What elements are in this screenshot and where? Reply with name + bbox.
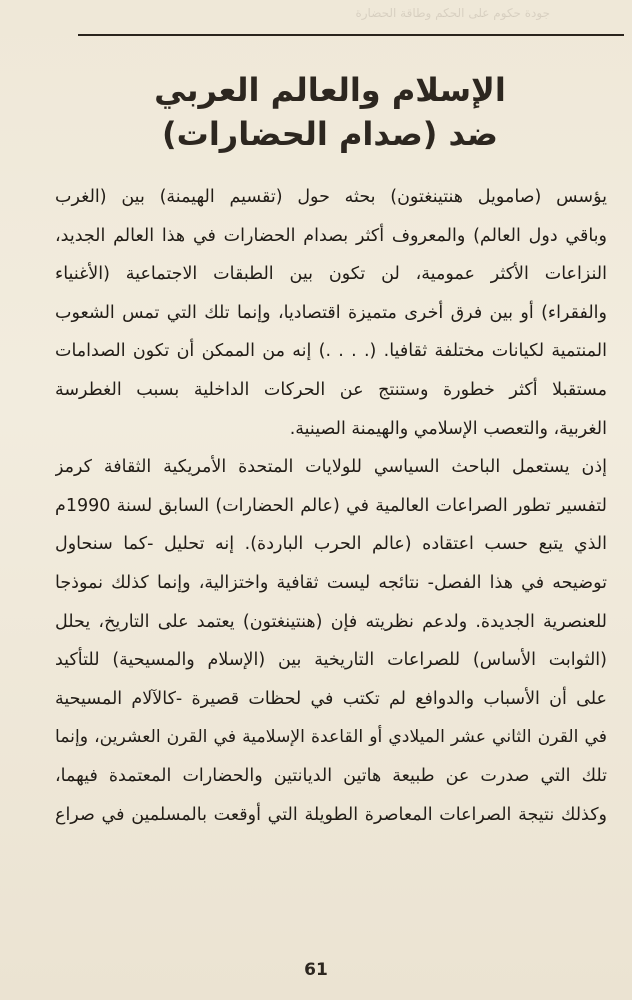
body-line: المنتمية لكيانات مختلفة ثقافيا. (. . . .) إنه من الممكن أن تكون الصدامات xyxy=(55,341,607,362)
body-line: على أن الأسباب والدوافع لم تكتب في لحظات قصيرة -كالآلام المسيحية xyxy=(55,688,607,709)
body-line: النزاعات الأكثر عمومية، لن تكون بين الطبقات الاجتماعية (الأغنياء xyxy=(55,264,607,285)
body-line: والفقراء) أو بين فرق أخرى متميزة اقتصاديا، وإنما تلك التي تمس الشعوب xyxy=(55,302,607,323)
body-line: (الثوابت الأساس) للصراعات التاريخية بين (الإسلام والمسيحية) للتأكيد xyxy=(55,650,607,671)
body-text xyxy=(55,178,607,834)
body-line: للعنصرية الجديدة. ولدعم نظريته فإن (هنتينغتون) يعتمد على التاريخ، يحلل xyxy=(55,611,607,632)
body-line: تلك التي صدرت عن طبيعة هاتين الديانتين والحضارات المعتمدة فيهما، xyxy=(55,765,607,786)
body-line-paragraph-end: الغربية، والتعصب الإسلامي والهيمنة الصينية. xyxy=(289,418,607,439)
page-number: 61 xyxy=(304,960,328,980)
chapter-title-line-1: الإسلام والعالم العربي xyxy=(154,71,506,109)
body-line: مستقبلا أكثر خطورة وستنتج عن الحركات الداخلية بسبب الغطرسة xyxy=(55,379,607,400)
body-line: وباقي دول العالم) والمعروف أكثر بصدام الحضارات في هذا العالم الجديد، xyxy=(55,225,607,246)
body-line: يؤسس (صامويل هنتينغتون) بحثه حول (تقسيم الهيمنة) بين (الغرب xyxy=(55,187,607,207)
body-line: لتفسير تطور الصراعات العالمية في (عالم الحضارات) السابق لسنة 1990م xyxy=(55,495,607,516)
body-line: الذي يتبع حسب اعتقاده (عالم الحرب الباردة). إنه تحليل -كما سنحاول xyxy=(55,534,607,555)
body-line: إذن يستعمل الباحث السياسي للولايات المتحدة الأمريكية الثقافة كرمز xyxy=(55,457,607,478)
bleed-through-running-head: جودة حكوم على الحكم وطاقة الحضارة xyxy=(355,6,550,20)
body-line: توضيحه في هذا الفصل- نتائجه ليست ثقافية واختزالية، وإنما كذلك نموذجا xyxy=(55,572,607,593)
header-rule xyxy=(78,34,624,36)
body-line: في القرن الثاني عشر الميلادي أو القاعدة الإسلامية في القرن العشرين، وإنما xyxy=(55,727,607,748)
body-line: وكذلك نتيجة الصراعات المعاصرة الطويلة التي أوقعت بالمسلمين في صراع xyxy=(55,804,607,825)
chapter-title-line-2: ضد (صدام الحضارات) xyxy=(162,115,498,153)
